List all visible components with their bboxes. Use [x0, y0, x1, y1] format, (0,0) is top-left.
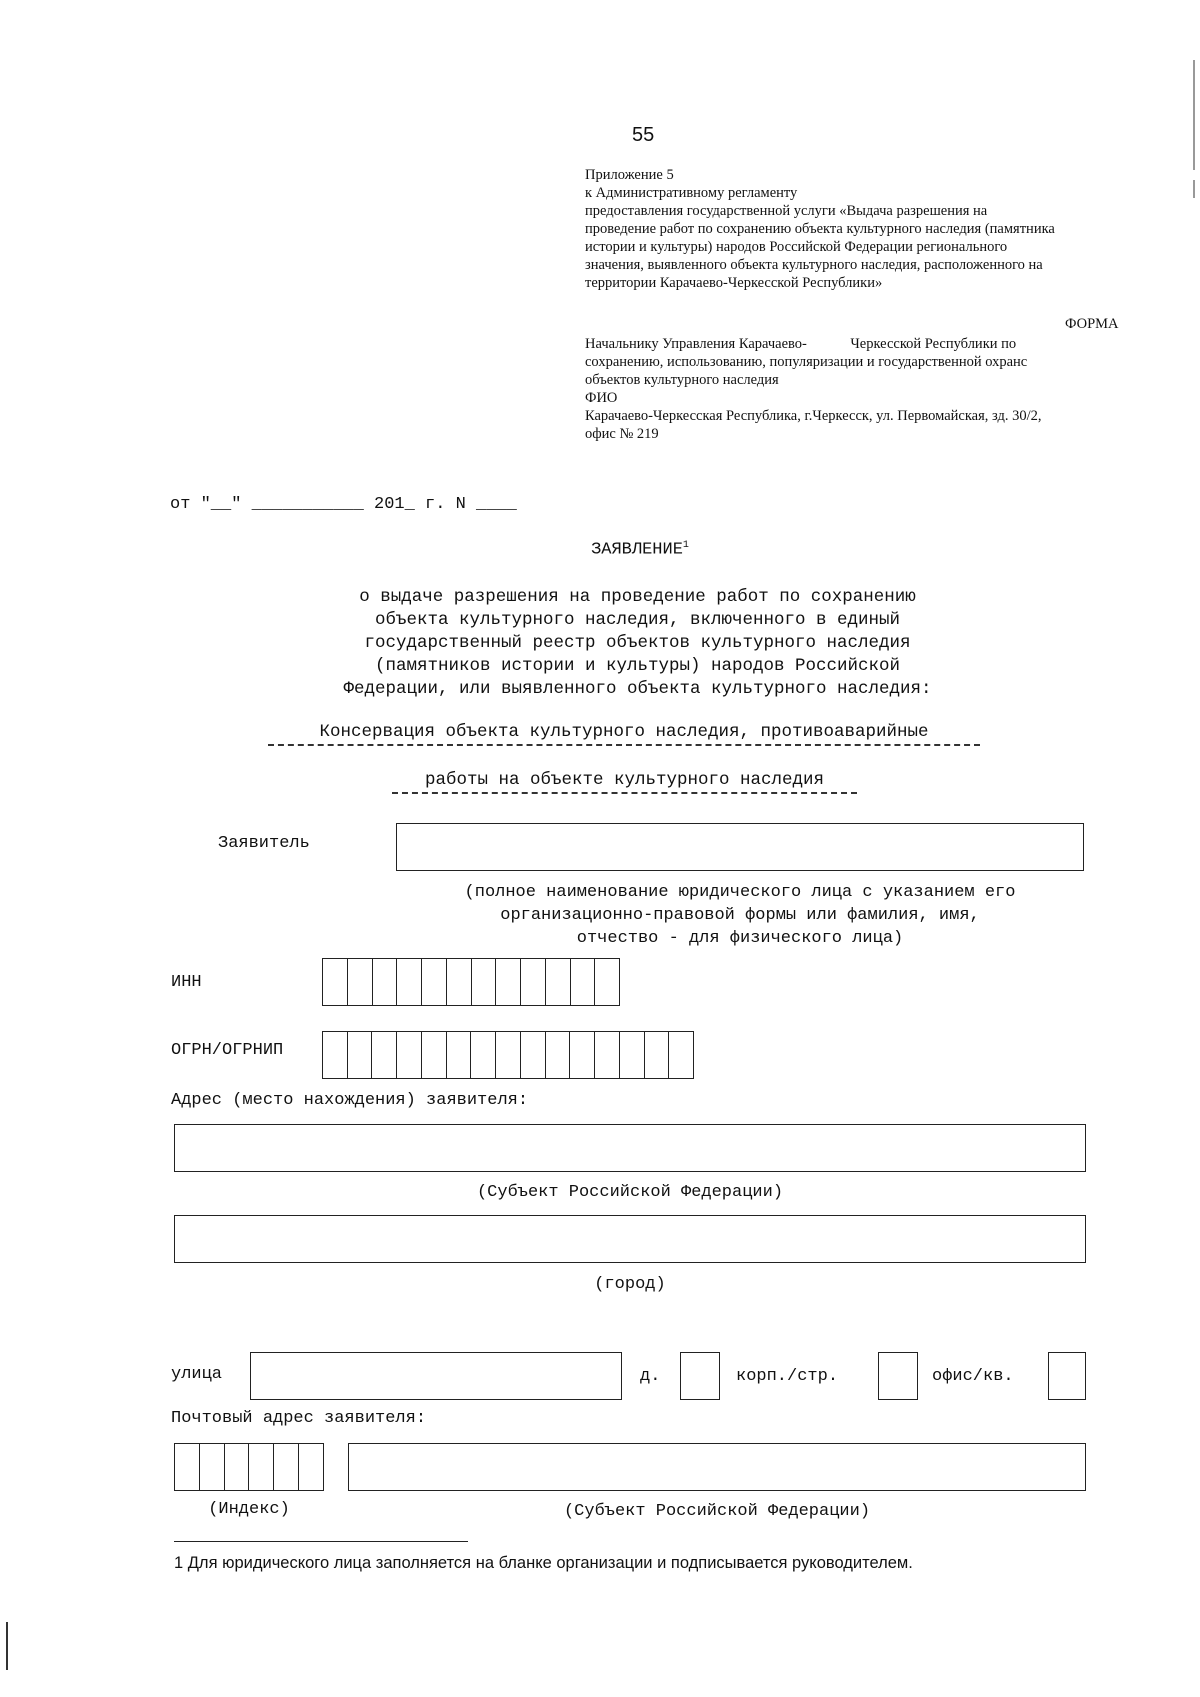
street-label: улица: [171, 1365, 223, 1384]
appendix-line: территории Карачаево-Черкесской Республики»: [585, 275, 883, 291]
digit-cell[interactable]: [669, 1032, 693, 1078]
document-title: [0, 540, 1200, 560]
footnote-ref: 1: [682, 540, 689, 551]
appendix-line: проведение работ по сохранению объекта культурного наследия (памятника: [585, 221, 1055, 237]
digit-cell[interactable]: [546, 959, 571, 1005]
addressee-block: [585, 335, 1130, 443]
appendix-line: истории и культуры) народов Российской Федерации регионального: [585, 239, 1008, 255]
addressee-line: Карачаево-Черкесская Республика, г.Черкесск, ул. Первомайская, зд. 30/2,: [585, 408, 1042, 424]
scan-mark: [1193, 60, 1195, 170]
digit-cell[interactable]: [348, 1032, 373, 1078]
digit-cell[interactable]: [595, 1032, 620, 1078]
subtitle-line: государственный реестр объектов культурного наследия: [364, 633, 911, 653]
digit-cell[interactable]: [323, 1032, 348, 1078]
applicant-name-field[interactable]: [396, 823, 1084, 871]
digit-cell[interactable]: [397, 1032, 422, 1078]
subtitle-line: Федерации, или выявленного объекта культурного наследия:: [343, 679, 932, 699]
appendix-line: предоставления государственной услуги «Выдача разрешения на: [585, 203, 988, 219]
street-field[interactable]: [250, 1352, 622, 1400]
digit-cell[interactable]: [447, 1032, 472, 1078]
digit-cell[interactable]: [372, 1032, 397, 1078]
inn-label: ИНН: [171, 973, 202, 992]
appendix-header: [585, 166, 1130, 292]
applicant-caption-line: (полное наименование юридического лица с указанием его: [464, 883, 1016, 902]
digit-cell[interactable]: [645, 1032, 670, 1078]
postal-subject-caption: (Субъект Российской Федерации): [563, 1502, 871, 1521]
address-subject-field[interactable]: [174, 1124, 1086, 1172]
digit-cell[interactable]: [397, 959, 422, 1005]
digit-cell[interactable]: [595, 959, 619, 1005]
digit-cell[interactable]: [571, 959, 596, 1005]
digit-cell[interactable]: [274, 1444, 299, 1490]
postal-index-caption: (Индекс): [208, 1500, 290, 1519]
appendix-line: Приложение 5: [585, 167, 674, 183]
appendix-line: к Административному регламенту: [585, 185, 798, 201]
digit-cell[interactable]: [200, 1444, 225, 1490]
digit-cell[interactable]: [175, 1444, 200, 1490]
applicant-caption-line: отчество - для физического лица): [576, 929, 904, 948]
digit-cell[interactable]: [471, 1032, 496, 1078]
building-field[interactable]: [878, 1352, 918, 1400]
addressee-line: ФИО: [585, 390, 618, 406]
digit-cell[interactable]: [472, 959, 497, 1005]
postal-subject-field[interactable]: [348, 1443, 1086, 1491]
digit-cell[interactable]: [422, 959, 447, 1005]
ogrn-label: ОГРН/ОГРНИП: [171, 1041, 284, 1060]
addressee-line: офис № 219: [585, 426, 659, 442]
digit-cell[interactable]: [447, 959, 472, 1005]
digit-cell[interactable]: [373, 959, 398, 1005]
digit-cell[interactable]: [620, 1032, 645, 1078]
digit-cell[interactable]: [323, 959, 348, 1005]
digit-cell[interactable]: [249, 1444, 274, 1490]
subtitle-line: (памятников истории и культуры) народов Российской: [374, 656, 901, 676]
addressee-line: Начальнику Управления Карачаево- Черкесской Республики по: [585, 336, 1017, 352]
digit-cell[interactable]: [225, 1444, 250, 1490]
address-city-field[interactable]: [174, 1215, 1086, 1263]
work-type-line-1: Консервация объекта культурного наследия, противоаварийные: [268, 722, 980, 746]
digit-cell[interactable]: [521, 1032, 546, 1078]
office-label: офис/кв.: [932, 1367, 1014, 1386]
scan-mark: [6, 1622, 8, 1670]
postal-index-field[interactable]: [174, 1443, 324, 1491]
address-label: Адрес (место нахождения) заявителя:: [171, 1091, 529, 1110]
digit-cell[interactable]: [299, 1444, 323, 1490]
form-label: ФОРМА: [1065, 316, 1119, 332]
digit-cell[interactable]: [422, 1032, 447, 1078]
house-label: д.: [640, 1367, 661, 1386]
house-field[interactable]: [680, 1352, 720, 1400]
address-city-caption: (город): [594, 1275, 666, 1294]
page-number: 55: [632, 124, 655, 146]
work-type-line-2: работы на объекте культурного наследия: [392, 770, 857, 794]
digit-cell[interactable]: [348, 959, 373, 1005]
date-number-line[interactable]: от "__" ___________ 201_ г. N ____: [170, 495, 517, 514]
document-subtitle: [200, 586, 1075, 701]
subtitle-line: о выдаче разрешения на проведение работ по сохранению: [359, 587, 916, 607]
addressee-line: объектов культурного наследия: [585, 372, 779, 388]
digit-cell[interactable]: [546, 1032, 571, 1078]
subtitle-line: объекта культурного наследия, включенного в единый: [374, 610, 901, 630]
applicant-label: Заявитель: [218, 834, 310, 853]
applicant-caption: [400, 881, 1080, 950]
digit-cell[interactable]: [496, 1032, 521, 1078]
footnote-divider: [174, 1541, 468, 1542]
footnote: 1 Для юридического лица заполняется на бланке организации и подписывается руководителем.: [174, 1554, 913, 1572]
title-text: ЗАЯВЛЕНИЕ: [591, 540, 683, 560]
applicant-caption-line: организационно-правовой формы или фамилия, имя,: [500, 906, 980, 925]
appendix-line: значения, выявленного объекта культурного наследия, расположенного на: [585, 257, 1043, 273]
digit-cell[interactable]: [496, 959, 521, 1005]
digit-cell[interactable]: [521, 959, 546, 1005]
inn-field[interactable]: [322, 958, 620, 1006]
addressee-line: сохранению, использованию, популяризации и государственной охранс: [585, 354, 1028, 370]
postal-label: Почтовый адрес заявителя:: [171, 1409, 427, 1428]
scan-mark: [1193, 180, 1195, 198]
ogrn-field[interactable]: [322, 1031, 694, 1079]
digit-cell[interactable]: [570, 1032, 595, 1078]
building-label: корп./стр.: [736, 1367, 839, 1386]
address-subject-caption: (Субъект Российской Федерации): [476, 1183, 784, 1202]
office-field[interactable]: [1048, 1352, 1086, 1400]
